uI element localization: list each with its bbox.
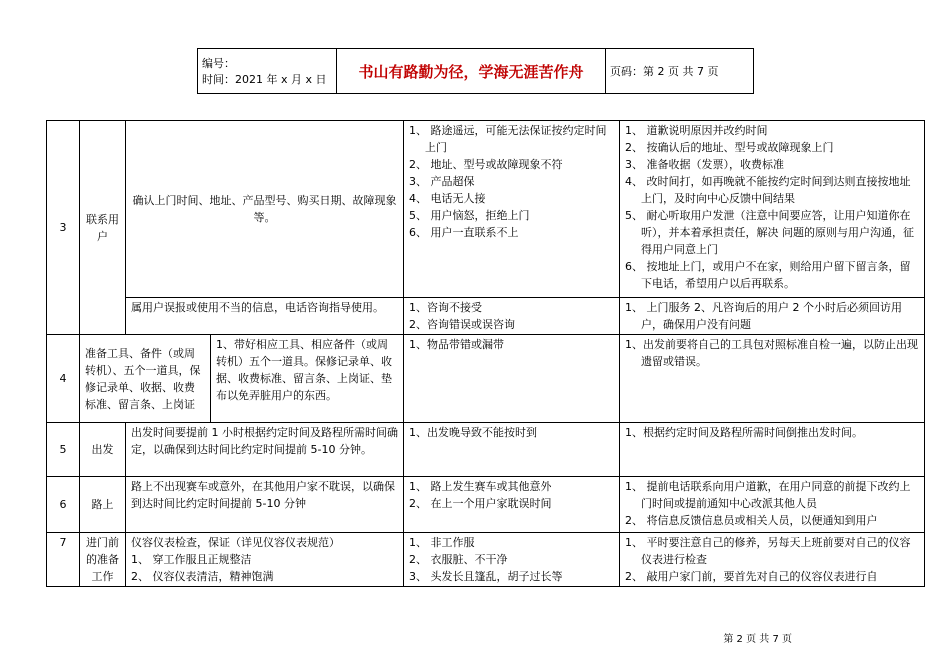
solution-item: 2、 按确认后的地址、型号或故障现象上门 <box>625 141 834 154</box>
solutions-cell <box>620 423 925 477</box>
solution-item: 2、 将信息反馈信息员或相关人员，以便通知到用户 <box>625 514 878 527</box>
number-label: 编号： <box>202 57 235 70</box>
problem-item: 1、 非工作服 <box>409 536 475 549</box>
solution-item: 1、 提前电话联系向用户道歉，在用户同意的前提下改约上门时间或提前通知中心改派其他人员 <box>625 480 911 510</box>
problem-item: 1、物品带错或漏带 <box>409 338 504 351</box>
solutions-cell <box>620 335 925 423</box>
row-number: 6 <box>47 477 80 533</box>
header-motto: 书山有路勤为径，学海无涯苦作舟 <box>337 49 606 94</box>
row-number: 3 <box>47 121 80 335</box>
problem-item: 3、 头发长且篷乱，胡子过长等 <box>409 570 563 583</box>
table-row <box>47 423 925 477</box>
problems-cell <box>404 121 620 298</box>
header-meta <box>198 49 337 94</box>
problems-cell <box>404 335 620 423</box>
solutions-cell <box>620 477 925 533</box>
table-row <box>47 298 925 335</box>
table-row <box>47 477 925 533</box>
step-name: 路上 <box>80 477 126 533</box>
solutions-cell <box>620 298 925 335</box>
solution-item: 1、 道歉说明原因并改约时间 <box>625 124 768 137</box>
solutions-cell <box>620 533 925 587</box>
problem-item: 2、 地址、型号或故障现象不符 <box>409 158 563 171</box>
page-footer: 第 2 页 共 7 页 <box>723 634 792 645</box>
problems-cell <box>404 533 620 587</box>
problem-item: 5、 用户恼怒，拒绝上门 <box>409 209 530 222</box>
problem-item: 2、 在上一个用户家耽误时间 <box>409 497 552 510</box>
problem-item: 4、 电话无人接 <box>409 192 486 205</box>
time-label: 时间：2021 年 x 月 x 日 <box>202 73 327 86</box>
table-row <box>47 335 925 423</box>
row-number: 5 <box>47 423 80 477</box>
step-content: 属用户误报或使用不当的信息，电话咨询指导使用。 <box>126 298 404 335</box>
service-procedure-table <box>46 120 925 587</box>
problem-item: 6、 用户一直联系不上 <box>409 226 519 239</box>
step-name: 联系用户 <box>80 121 126 335</box>
solution-item: 1、 平时要注意自己的修养，另每天上班前要对自己的仪容仪表进行检查 <box>625 536 911 566</box>
problem-item: 2、咨询错误或误咨询 <box>409 318 515 331</box>
step-content: 路上不出现赛车或意外，在其他用户家不耽误，以确保到达时间比约定时间提前 5-10 分钟 <box>126 477 404 533</box>
problems-cell <box>404 298 620 335</box>
solution-item: 1、 上门服务 2、凡咨询后的用户 2 个小时后必须回访用户，确保用户没有问题 <box>625 301 902 331</box>
solution-item: 3、 准备收据（发票），收费标准 <box>625 158 784 171</box>
problem-item: 1、出发晚导致不能按时到 <box>409 426 537 439</box>
solution-item: 1、出发前要将自己的工具包对照标准自检一遍，以防止出现遗留或错误。 <box>625 338 918 368</box>
step-name: 准备工具、备件（或周转机）、五个一道具，保修记录单、收据、收费标准、留言条、上岗证 <box>80 335 211 423</box>
step-content: 确认上门时间、地址、产品型号、购买日期、故障现象等。 <box>126 121 404 298</box>
solution-item: 6、 按地址上门，或用户不在家，则给用户留下留言条，留下电话，希望用户以后再联系。 <box>625 260 911 290</box>
content-line: 2、 仪容仪表清洁，精神饱满 <box>131 570 274 583</box>
problems-cell <box>404 477 620 533</box>
solution-item: 4、 改时间打，如再晚就不能按约定时间到达则直接按地址上门，及时向中心反馈中间结果 <box>625 175 911 205</box>
row-number: 7 <box>47 533 80 587</box>
table-row <box>47 121 925 298</box>
solutions-cell <box>620 121 925 298</box>
content-line: 仪容仪表检查，保证（详见仪容仪表规范） <box>131 536 340 549</box>
content-line: 1、 穿工作服且正规整洁 <box>131 553 252 566</box>
header-page-label: 页码：第 2 页 共 7 页 <box>606 49 754 94</box>
table-row <box>47 533 925 587</box>
step-content: 1、带好相应工具、相应备件（或周转机）五个一道具。保修记录单、收据、收费标准、留言条、上岗证、垫布以免弄脏用户的东西。 <box>211 335 404 423</box>
solution-item: 5、 耐心听取用户发泄（注意中间要应答，让用户知道你在 听），并本着承担责任，解决 问题的原则与用户沟通，征得用户同意上门 <box>625 209 914 256</box>
step-content: 出发时间要提前 1 小时根据约定时间及路程所需时间确定，以确保到达时间比约定时间提前 5-10 分钟。 <box>126 423 404 477</box>
step-content-cell <box>126 533 404 587</box>
problem-item: 2、 衣服脏、不干净 <box>409 553 508 566</box>
step-name: 出发 <box>80 423 126 477</box>
problem-item: 3、 产品超保 <box>409 175 475 188</box>
problems-cell <box>404 423 620 477</box>
row-number: 4 <box>47 335 80 423</box>
problem-item: 1、 路途遥远，可能无法保证按约定时间上门 <box>409 124 607 154</box>
step-name: 进门前的准备工作 <box>80 533 126 587</box>
solution-item: 1、根据约定时间及路程所需时间倒推出发时间。 <box>625 426 863 439</box>
page-header <box>197 48 754 94</box>
problem-item: 1、咨询不接受 <box>409 301 482 314</box>
solution-item: 2、 敲用户家门前，要首先对自己的仪容仪表进行自 <box>625 570 878 583</box>
problem-item: 1、 路上发生赛车或其他意外 <box>409 480 552 493</box>
